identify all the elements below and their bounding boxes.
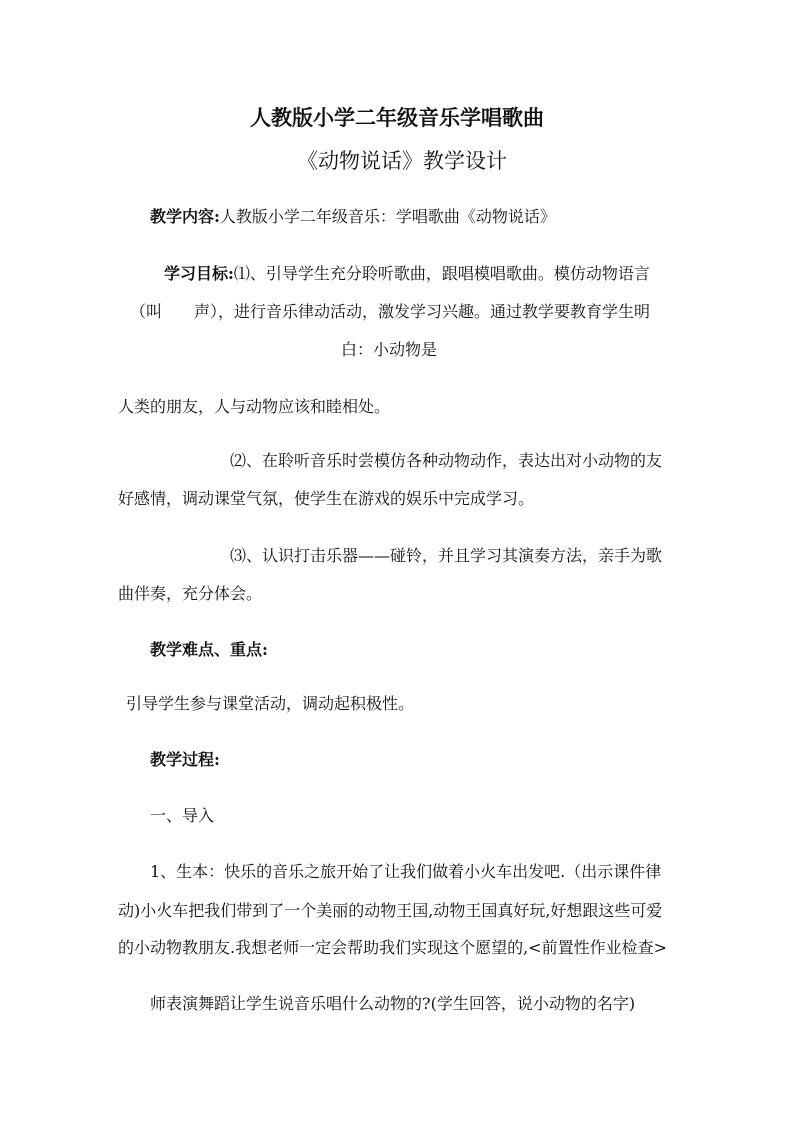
content-line [150, 207, 556, 227]
goal2-line1: ⑵、在聆听音乐时尝模仿各种动物动作，表达出对小动物的友 [230, 451, 663, 470]
goal1-line1 [164, 264, 650, 284]
paragraph1-line1: 1、生本：快乐的音乐之旅开始了让我们做着小火车出发吧.（出示课件律 [150, 862, 662, 881]
goal1-line3: 白：小动物是 [341, 340, 438, 359]
paragraph2: 师表演舞蹈让学生说音乐唱什么动物的?(学生回答，说小动物的名字) [150, 994, 636, 1013]
difficulty-text: 引导学生参与课堂活动，调动起积极性。 [126, 694, 415, 713]
paragraph1-line3: 的小动物教朋友.我想老师一定会帮助我们实现这个愿望的,<前置性作业检查> [118, 938, 667, 957]
difficulty-label: 教学难点、重点: [150, 640, 268, 659]
goals-label: 学习目标: [164, 264, 234, 283]
content-text: 人教版小学二年级音乐：学唱歌曲《动物说话》 [219, 207, 556, 226]
section-intro-heading: 一、导入 [150, 806, 215, 825]
paragraph1-line2: 动)小火车把我们带到了一个美丽的动物王国,动物王国真好玩,好想跟这些可爱 [118, 901, 663, 920]
content-label: 教学内容: [150, 207, 220, 226]
goal3-line2: 曲伴奏，充分体会。 [118, 584, 263, 603]
goal2-line2: 好感情，调动课堂气氛，使学生在游戏的娱乐中完成学习。 [118, 489, 535, 508]
goal1-text: ⑴、引导学生充分聆听歌曲，跟唱模唱歌曲。模仿动物语言 [233, 264, 650, 283]
process-label: 教学过程: [150, 750, 220, 769]
goal3-line1: ⑶、认识打击乐器——碰铃，并且学习其演奏方法，亲手为歌 [230, 546, 663, 565]
goal1-line4: 人类的朋友，人与动物应该和睦相处。 [118, 397, 391, 416]
document-title: 人教版小学二年级音乐学唱歌曲 [250, 105, 544, 130]
goal1-line2: （叫 声），进行音乐律动活动，激发学习兴趣。通过教学要教育学生明 [130, 302, 651, 321]
document-subtitle: 《动物说话》教学设计 [297, 149, 507, 173]
